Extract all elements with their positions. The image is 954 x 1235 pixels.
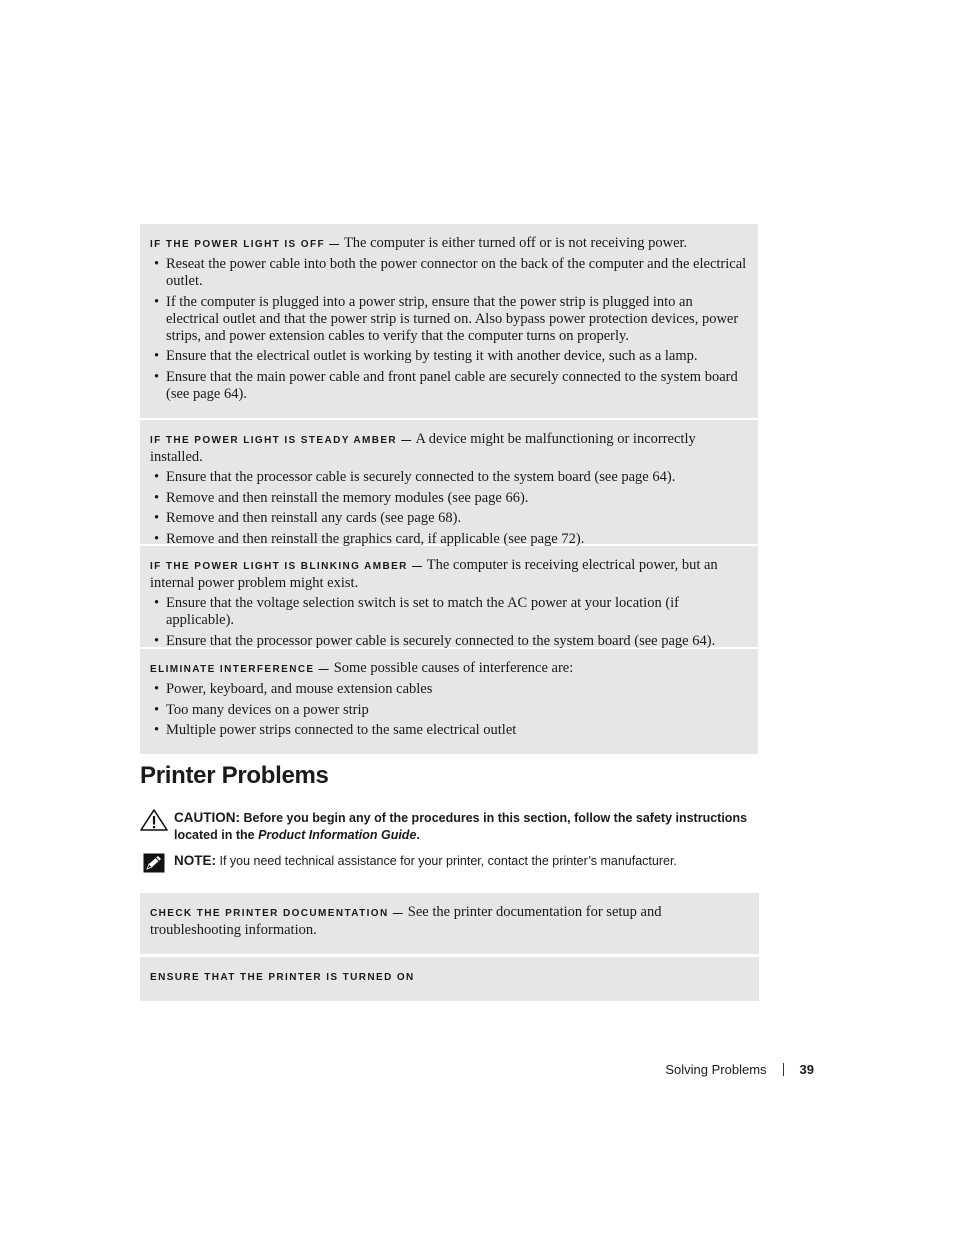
- list-item-text: If the computer is plugged into a power strip, ensure that the power strip is plugged into an electrical outlet and that the power strip is turned on. Also bypass power protection devices, power strips, and power extension cables to verify that the computer turns on properly.: [166, 293, 739, 344]
- tip-lead: The computer is receiving electrical power, but an internal power problem might exist.: [150, 557, 718, 591]
- list-item: [150, 294, 748, 345]
- caution-text: Before you begin any of the procedures in this section, follow the safety instructions located in the: [174, 811, 748, 842]
- tip-heading: IF THE POWER LIGHT IS OFF —: [150, 239, 341, 250]
- tip-heading: IF THE POWER LIGHT IS BLINKING AMBER —: [150, 561, 424, 572]
- tip-paragraph: [150, 968, 749, 986]
- tip-paragraph: [150, 660, 748, 678]
- list-item: [150, 633, 748, 650]
- list-item: [150, 369, 748, 403]
- tip-box-ensure-printer-on: [140, 957, 759, 1001]
- list-item: [150, 531, 748, 548]
- bullet: •: [154, 293, 160, 310]
- bullet: •: [154, 632, 160, 649]
- tip-list: [150, 469, 748, 548]
- bullet: •: [154, 595, 160, 611]
- note-label: NOTE:: [174, 853, 216, 868]
- list-item: [150, 469, 748, 486]
- page-footer: [600, 1062, 814, 1077]
- list-item-text: Remove and then reinstall the graphics card, if applicable (see page 72).: [166, 530, 585, 547]
- bullet: •: [154, 681, 160, 697]
- tip-box-interference: [140, 649, 758, 754]
- bullet: •: [154, 722, 160, 738]
- caution-guide-title: Product Information Guide: [258, 828, 417, 842]
- bullet: •: [154, 469, 160, 485]
- tip-paragraph: [150, 431, 748, 466]
- list-item-text: Ensure that the processor power cable is securely connected to the system board (see page 64).: [166, 632, 716, 649]
- tip-paragraph: [150, 904, 749, 939]
- tip-heading: ENSURE THAT THE PRINTER IS TURNED ON: [150, 972, 415, 983]
- note-text: If you need technical assistance for your printer, contact the printer’s manufacturer.: [219, 854, 677, 868]
- bullet: •: [154, 348, 160, 364]
- list-item: [150, 681, 748, 698]
- list-item-text: Too many devices on a power strip: [166, 701, 369, 718]
- tip-list: [150, 595, 748, 650]
- list-item: [150, 510, 748, 527]
- list-item-text: Remove and then reinstall the memory modules (see page 66).: [166, 489, 529, 506]
- tip-box-check-documentation: [140, 893, 759, 954]
- tip-box-steady-amber: [140, 420, 758, 547]
- list-item-text: Remove and then reinstall any cards (see page 68).: [166, 510, 462, 526]
- section-title: Printer Problems: [140, 762, 329, 789]
- list-item: [150, 702, 748, 719]
- tip-box-power-off: [140, 224, 758, 418]
- caution-label: CAUTION:: [174, 810, 240, 825]
- list-item-text: Power, keyboard, and mouse extension cables: [166, 681, 433, 697]
- tip-heading: ELIMINATE INTERFERENCE —: [150, 664, 331, 675]
- bullet: •: [154, 530, 160, 547]
- tip-paragraph: [150, 235, 748, 253]
- tip-lead: Some possible causes of interference are:: [333, 660, 574, 676]
- note-notice: [140, 852, 760, 870]
- tip-list: [150, 681, 748, 739]
- bullet: •: [154, 489, 160, 506]
- list-item-text: Reseat the power cable into both the power connector on the back of the computer and the electrical outlet.: [166, 256, 747, 289]
- list-item-text: Ensure that the electrical outlet is working by testing it with another device, such as a lamp.: [166, 348, 698, 364]
- tip-heading: IF THE POWER LIGHT IS STEADY AMBER —: [150, 435, 413, 446]
- bullet: •: [154, 368, 160, 385]
- tip-paragraph: [150, 557, 748, 592]
- footer-divider: [783, 1063, 784, 1076]
- bullet: •: [154, 510, 160, 526]
- tip-box-blinking-amber: [140, 546, 758, 647]
- list-item-text: Ensure that the main power cable and front panel cable are securely connected to the system board (see page 64).: [166, 368, 738, 402]
- list-item: [150, 722, 748, 739]
- tip-lead: The computer is either turned off or is not receiving power.: [343, 235, 688, 251]
- list-item-text: Multiple power strips connected to the same electrical outlet: [166, 722, 517, 738]
- caution-notice: [140, 809, 760, 844]
- tip-list: [150, 256, 748, 403]
- list-item: [150, 348, 748, 365]
- footer-section-name: Solving Problems: [665, 1062, 767, 1077]
- list-item: [150, 490, 748, 507]
- page-number: 39: [799, 1062, 814, 1077]
- list-item-text: Ensure that the voltage selection switch is set to match the AC power at your location (if applicable).: [166, 595, 680, 628]
- caution-end: .: [416, 828, 420, 842]
- list-item-text: Ensure that the processor cable is securely connected to the system board (see page 64).: [166, 469, 676, 485]
- note-pencil-icon: [143, 853, 165, 878]
- bullet: •: [154, 701, 160, 718]
- list-item: [150, 256, 748, 290]
- tip-lead: A device might be malfunctioning or incorrectly installed.: [150, 431, 696, 465]
- caution-triangle-icon: [140, 809, 168, 836]
- bullet: •: [154, 256, 160, 272]
- list-item: [150, 595, 748, 629]
- tip-heading: CHECK THE PRINTER DOCUMENTATION —: [150, 908, 405, 919]
- tip-lead: See the printer documentation for setup and troubleshooting information.: [150, 904, 662, 938]
